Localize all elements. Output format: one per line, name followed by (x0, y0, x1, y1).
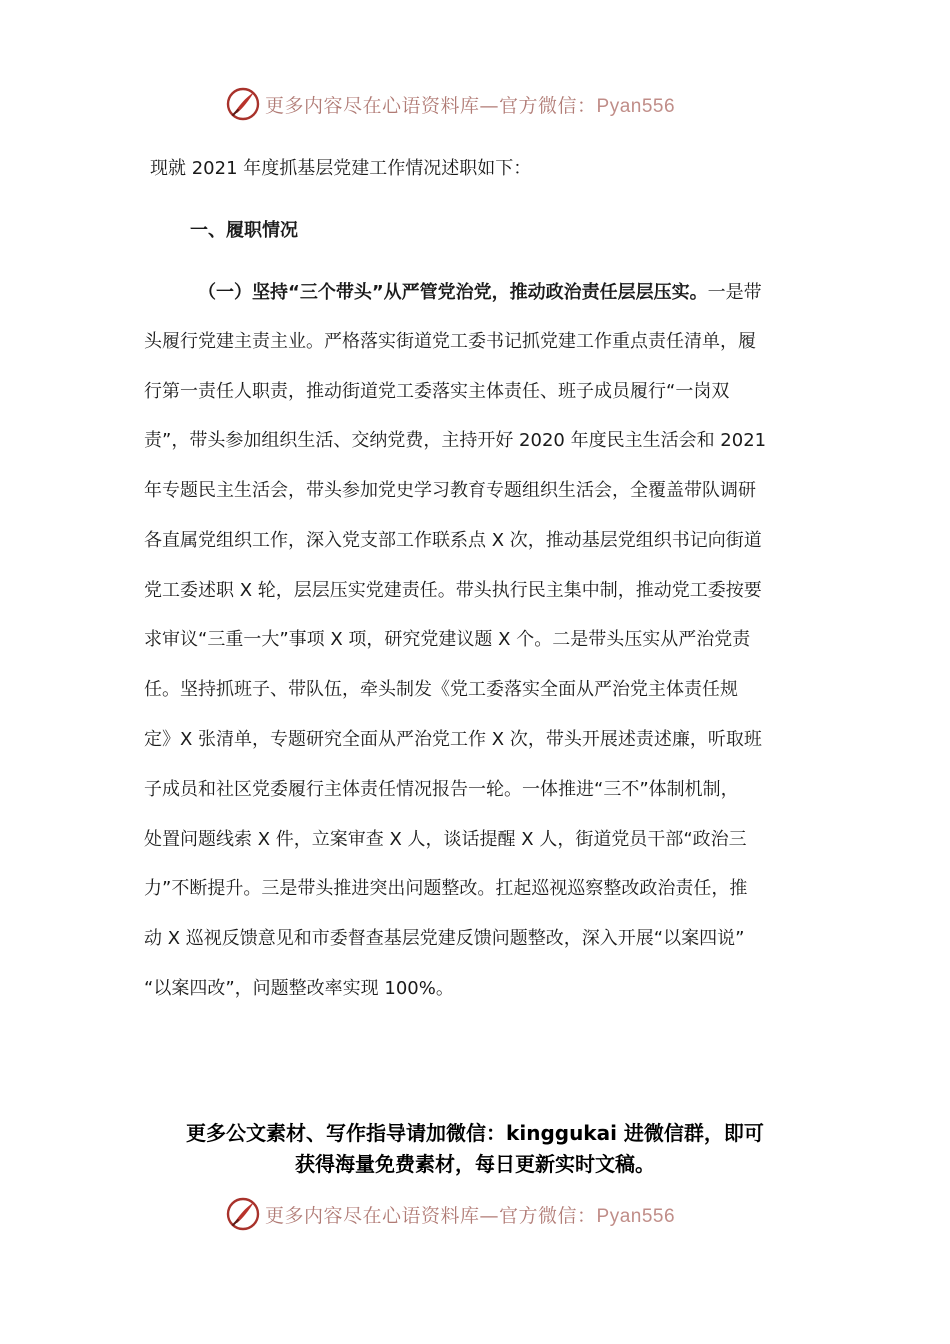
paragraph-line: 动 X 巡视反馈意见和市委督查基层党建反馈问题整改，深入开展“以案四说” (144, 928, 745, 949)
paragraph-line: 行第一责任人职责，推动街道党工委落实主体责任、班子成员履行“一岗双 (144, 381, 730, 402)
paragraph-line: 党工委述职 X 轮，层层压实党建责任。带头执行民主集中制，推动党工委按要 (144, 580, 762, 601)
promo-line-2: 获得海量免费素材，每日更新实时文稿。 (295, 1152, 655, 1176)
paragraph-line: 各直属党组织工作，深入党支部工作联系点 X 次，推动基层党组织书记向街道 (144, 530, 762, 551)
paragraph-line: “以案四改”，问题整改率实现 100%。 (144, 978, 454, 999)
paragraph-line: 求审议“三重一大”事项 X 项，研究党建议题 X 个。二是带头压实从严治党责 (144, 629, 751, 650)
paragraph-line: 头履行党建主责主业。严格落实街道党工委书记抓党建工作重点责任清单，履 (144, 331, 756, 352)
paragraph-line: 任。坚持抓班子、带队伍，牵头制发《党工委落实全面从严治党主体责任规 (144, 679, 738, 700)
paragraph-line: 年专题民主生活会，带头参加党史学习教育专题组织生活会，全覆盖带队调研 (144, 480, 756, 501)
paragraph-line: （一）坚持“三个带头”从严管党治党，推动政治责任层层压实。一是带 (198, 282, 762, 303)
paragraph-line: 定》X 张清单，专题研究全面从严治党工作 X 次，带头开展述责述廉，听取班 (144, 729, 762, 750)
watermark-text: 更多内容尽在心语资料库—官方微信：Pyan556 (265, 1204, 676, 1227)
subsection-lead: （一）坚持“三个带头”从严管党治党，推动政治责任层层压实。 (198, 282, 708, 303)
watermark-banner-bottom (225, 1194, 745, 1234)
watermark-banner-top (225, 84, 745, 124)
paragraph-line: 力”不断提升。三是带头推进突出问题整改。扛起巡视巡察整改政治责任，推 (144, 878, 748, 899)
promo-notice (100, 1118, 850, 1180)
paragraph-line: 责”，带头参加组织生活、交纳党费，主持开好 2020 年度民主生活会和 2021 (144, 430, 767, 451)
paragraph-line: 处置问题线索 X 件，立案审查 X 人，谈话提醒 X 人，街道党员干部“政治三 (144, 829, 747, 850)
promo-line-1: 更多公文素材、写作指导请加微信：kinggukai 进微信群，即可 (186, 1121, 764, 1145)
quill-logo-icon (225, 86, 261, 122)
section-heading: 一、履职情况 (190, 220, 298, 241)
paragraph-line: 子成员和社区党委履行主体责任情况报告一轮。一体推进“三不”体制机制， (144, 779, 739, 800)
quill-logo-icon (225, 1196, 261, 1232)
watermark-text: 更多内容尽在心语资料库—官方微信：Pyan556 (265, 94, 676, 117)
intro-line: 现就 2021 年度抓基层党建工作情况述职如下： (150, 158, 532, 179)
